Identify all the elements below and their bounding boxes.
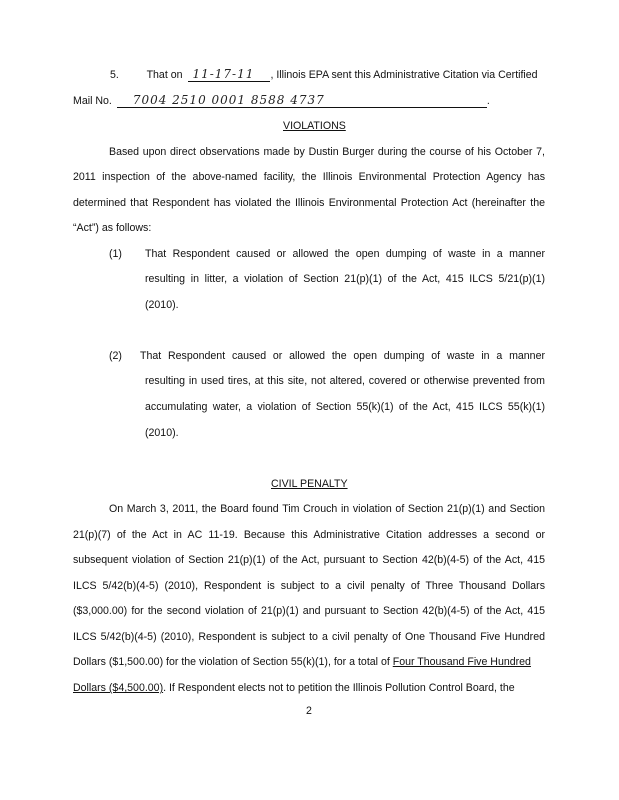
handwritten-date: 11-17-11 xyxy=(192,67,255,81)
civil-penalty-heading: CIVIL PENALTY xyxy=(271,478,348,490)
sent-text: , Illinois EPA sent this Administrative Citation via Certified xyxy=(270,69,538,81)
handwritten-mail-number: 7004 2510 0001 8588 4737 xyxy=(132,93,325,107)
mail-label: Mail No. xyxy=(73,95,112,107)
violation-2-line-3: accumulating water, a violation of Section 55(k)(1) of the Act, 415 ILCS 55(k)(1) xyxy=(145,401,545,413)
penalty-line-5: ($3,000.00) for the second violation of 21(p)(1) and pursuant to Section 42(b)(4-5) of the Act, 415 xyxy=(73,605,545,617)
penalty-line-1: On March 3, 2011, the Board found Tim Crouch in violation of Section 21(p)(1) and Section xyxy=(109,503,545,515)
violation-2-number: (2) xyxy=(109,350,122,362)
violations-heading: VIOLATIONS xyxy=(283,120,346,132)
intro-line-1: Based upon direct observations made by Dustin Burger during the course of his October 7, xyxy=(109,146,545,158)
page-number: 2 xyxy=(306,705,312,717)
penalty-line-6: ILCS 5/42(b)(4-5) (2010), Respondent is subject to a civil penalty of One Thousand Five Hundred xyxy=(73,631,545,643)
total-amount-words: Four Thousand Five Hundred xyxy=(392,656,531,668)
cert-line-2 xyxy=(73,95,490,108)
violation-1-number: (1) xyxy=(109,248,122,260)
total-amount-dollars: Dollars ($4,500.00) xyxy=(73,682,164,694)
penalty-line-8-text: . If Respondent elects not to petition the Illinois Pollution Control Board, the xyxy=(163,682,515,694)
penalty-line-8 xyxy=(73,682,515,695)
violation-1-line-2: resulting in litter, a violation of Section 21(p)(1) of the Act, 415 ILCS 5/21(p)(1) xyxy=(145,273,545,285)
penalty-line-7-text: Dollars ($1,500.00) for the violation of Section 55(k)(1), for a total of xyxy=(73,656,393,668)
mail-end: . xyxy=(486,95,490,107)
mail-number-blank xyxy=(117,95,487,108)
violation-2-line-2: resulting in used tires, at this site, not altered, covered or otherwise prevented from xyxy=(145,375,545,387)
violation-2-line-4: (2010). xyxy=(145,427,179,439)
violation-2-line-1: That Respondent caused or allowed the open dumping of waste in a manner xyxy=(140,350,545,362)
that-on-text: That on xyxy=(146,69,183,81)
violation-1-line-1: That Respondent caused or allowed the open dumping of waste in a manner xyxy=(145,248,545,260)
penalty-line-7 xyxy=(73,656,531,669)
penalty-line-3: subsequent violation of Section 21(p)(1) of the Act, pursuant to Section 42(b)(4-5) of the Act, 415 xyxy=(73,554,545,566)
intro-line-2: 2011 inspection of the above-named facility, the Illinois Environmental Protection Agency has xyxy=(73,171,545,183)
violation-1-line-3: (2010). xyxy=(145,299,179,311)
intro-line-3: determined that Respondent has violated the Illinois Environmental Protection Act (hereinafter the xyxy=(73,197,545,209)
penalty-line-2: 21(p)(7) of the Act in AC 11-19. Because this Administrative Citation addresses a second or xyxy=(73,529,545,541)
date-blank xyxy=(188,69,270,82)
item-number: 5. xyxy=(110,69,119,81)
intro-line-4: “Act”) as follows: xyxy=(73,222,152,234)
penalty-line-4: ILCS 5/42(b)(4-5) (2010), Respondent is subject to a civil penalty of Three Thousand Dollars xyxy=(73,580,545,592)
cert-line-1 xyxy=(110,69,538,82)
